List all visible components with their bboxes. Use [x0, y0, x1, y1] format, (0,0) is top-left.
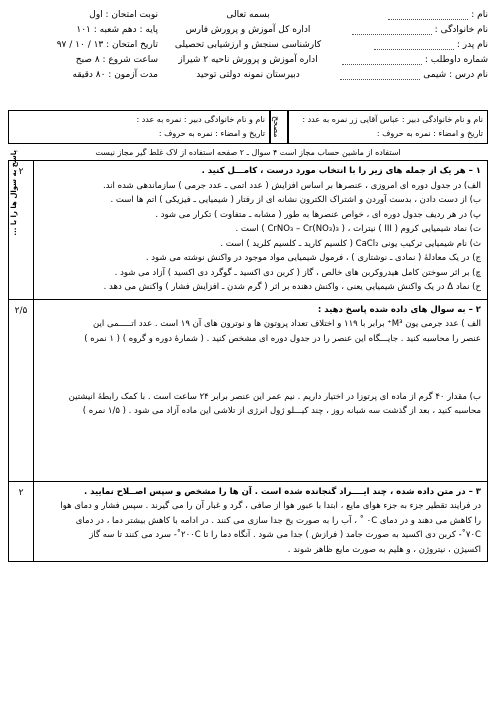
- father-field: نام پدر :: [338, 38, 488, 53]
- seat-field: شماره داوطلب :: [338, 53, 488, 68]
- question-row: [9, 481, 488, 562]
- dept-line-1: اداره کل آموزش و پرورش فارس: [185, 25, 311, 35]
- grader-left: نام و نام خانوادگی دبیر : نمره به عدد : تاریخ و امضاء : نمره به حروف :: [8, 110, 270, 144]
- family-field: نام خانوادگی :: [338, 23, 488, 38]
- question-line: [40, 346, 481, 361]
- exam-header: [8, 8, 488, 106]
- question-score: ۲/۵: [9, 299, 34, 481]
- question-line: عنصر را محاسبه کنید . جایـــگاه این عنصر را در جدول دوره ای مشخص کنید . ( شمارهٔ دوره و گروه ) ( ۱ نمره ): [84, 333, 481, 344]
- question-line: را کاهش می دهند و در دمای ۰C ˚ ، آب را به صورت یخ جدا سازی می کنند . در ادامه با کاهش بیشتر دما ، در دمای: [75, 515, 481, 526]
- question-row: [9, 161, 488, 300]
- question-line: ت) نماد شیمیایی کروم ( III ) نیترات ، ( CrNO₃ – Cr(NO₃)₃ ) است .: [235, 224, 481, 234]
- subject-field: نام درس : شیمی: [338, 68, 488, 83]
- question-line: ب) از دست دادن ، بدست آوردن و اشتراک الکترون نشانه ای از رفتار ( شیمیایی ـ فیزیکی ) اتم ها است .: [110, 195, 481, 205]
- grader-label: مصحح: [270, 110, 288, 144]
- question-line: [40, 433, 481, 448]
- exam-page: [8, 0, 488, 562]
- dept-line-3: اداره آموزش و پرورش ناحیه ۲ شیراز: [178, 55, 318, 65]
- question-row: [9, 299, 488, 481]
- question-score: ۲: [9, 481, 34, 562]
- question-score: ۲: [9, 161, 34, 300]
- question-line: اکسیژن ، نیتروژن ، و هلیم به صورت مایع ظاهر شوند .: [287, 544, 481, 555]
- student-info: [338, 8, 488, 83]
- question-line: پ) در هر ردیف جدول دوره ای ، خواص عنصرها به طور ( مشابه ـ متفاوت ) تکرار می شود .: [155, 209, 481, 220]
- question-title: ۲ – به سوال های داده شده پاسخ دهید :: [317, 304, 481, 315]
- question-line: [40, 375, 481, 390]
- question-body: [34, 161, 488, 300]
- question-line: [40, 448, 481, 463]
- question-line: ب) مقدار ۴۰ گرم از ماده ای پرتوزا در اختیار داریم . نیم عمر این عنصر برابر ۲۴ ساعت است . با کمک رابطهٔ انیشتین: [68, 391, 481, 402]
- exam-notice: استفاده از ماشین حساب مجاز است ۴ سوال ـ ۲ صفحه استفاده از لاک غلط گیر مجاز نیست: [95, 148, 401, 157]
- question-line: ح) نماد Δ در یک واکنش شیمیایی یعنی ، واکنش دهنده بر اثر ( گرم شدن ـ افزایش فشار ) واکنش می دهد .: [103, 282, 481, 292]
- exam-date: تاریخ امتحان : ۱۳ / ۱۰ / ۹۷: [56, 40, 158, 50]
- side-stamp: پاسخ به سوال ها را با ...: [10, 150, 18, 236]
- school-name: دبیرستان نمونه دولتی توحید: [196, 70, 300, 80]
- duration: مدت آزمون : ۸۰ دقیقه: [72, 70, 158, 80]
- question-line: الف) در جدول دوره ای امروزی ، عنصرها بر اساس افزایش ( عدد اتمی ـ عدد جرمی ) سازماندهی شده اند.: [103, 180, 481, 191]
- bismillah: بسمه تعالی: [226, 10, 270, 20]
- question-line: الف ) عدد جرمی یون M³⁺ برابر با ۱۱۹ و اختلاف تعداد پروتون ها و نوترون های آن ۱۹ است . عدد اتـــــمی این: [93, 319, 481, 329]
- name-field: نام :: [338, 8, 488, 23]
- grader-right: نام و نام خانوادگی دبیر : عباس آقایی زر نمره به عدد : تاریخ و امضاء : نمره به حروف :: [288, 110, 488, 144]
- grade-class: پایه : دهم شعبه : ۱۰۱: [76, 25, 158, 35]
- question-body: [34, 481, 488, 562]
- question-line: در فرایند تقطیر جزء به جزء هوای مایع ، ابتدا با عبور هوا از صافی ، گرد و غبار آن را می گیرند . سپس فشار و دمای هوا: [60, 501, 481, 511]
- grader-bar: [8, 110, 488, 144]
- start-time: ساعت شروع : ۸ صبح: [75, 55, 158, 65]
- question-line: ث) نام شیمیایی ترکیب یونی CaCl₂ ( کلسیم کارید ـ کلسیم کلرید ) است .: [220, 238, 481, 249]
- institution-info: [158, 8, 338, 83]
- questions-table: [8, 160, 488, 562]
- question-line: [40, 462, 481, 477]
- exam-turn: نوبت امتحان : اول: [89, 10, 158, 20]
- exam-info: [8, 8, 158, 83]
- question-body: [34, 299, 488, 481]
- question-line: محاسبه کنید ، بعد از گذشت سه شبانه روز ، چند کیـــلو ژول انرژی از تلاشی این ماده آزاد می شود . ( ۱/۵ نمره ): [82, 406, 481, 416]
- question-line: ۷۰C˚- کربن دی اکسید به صورت جامد ( فرازش ) جدا می شود . آنگاه دما را تا ۲۰۰C˚- سرد می کنند تا سه گاز: [89, 530, 481, 540]
- dept-line-2: کارشناسی سنجش و ارزشیابی تحصیلی: [174, 40, 322, 50]
- question-title: ۳ – در متن داده شده ، چند ایــــراد گنجانده شده است . آن ها را مشخص و سپس اصــلاح نمایید .: [83, 486, 481, 497]
- question-line: [40, 361, 481, 376]
- question-line: ج) در یک معادلهٔ ( نمادی ـ نوشتاری ) ، فرمول شیمیایی مواد موجود در واکنش نوشته می شود .: [145, 253, 481, 263]
- question-line: [40, 419, 481, 434]
- question-title: ۱ – هر یک از جمله های زیر را با انتخاب مورد درست ، کامـــل کنید .: [201, 166, 481, 176]
- question-line: چ) بر اثر سوختن کامل هیدروکربن های خالص ، گاز ( کربن دی اکسید ـ گوگرد دی اکسید ) آزاد می شود .: [114, 267, 481, 278]
